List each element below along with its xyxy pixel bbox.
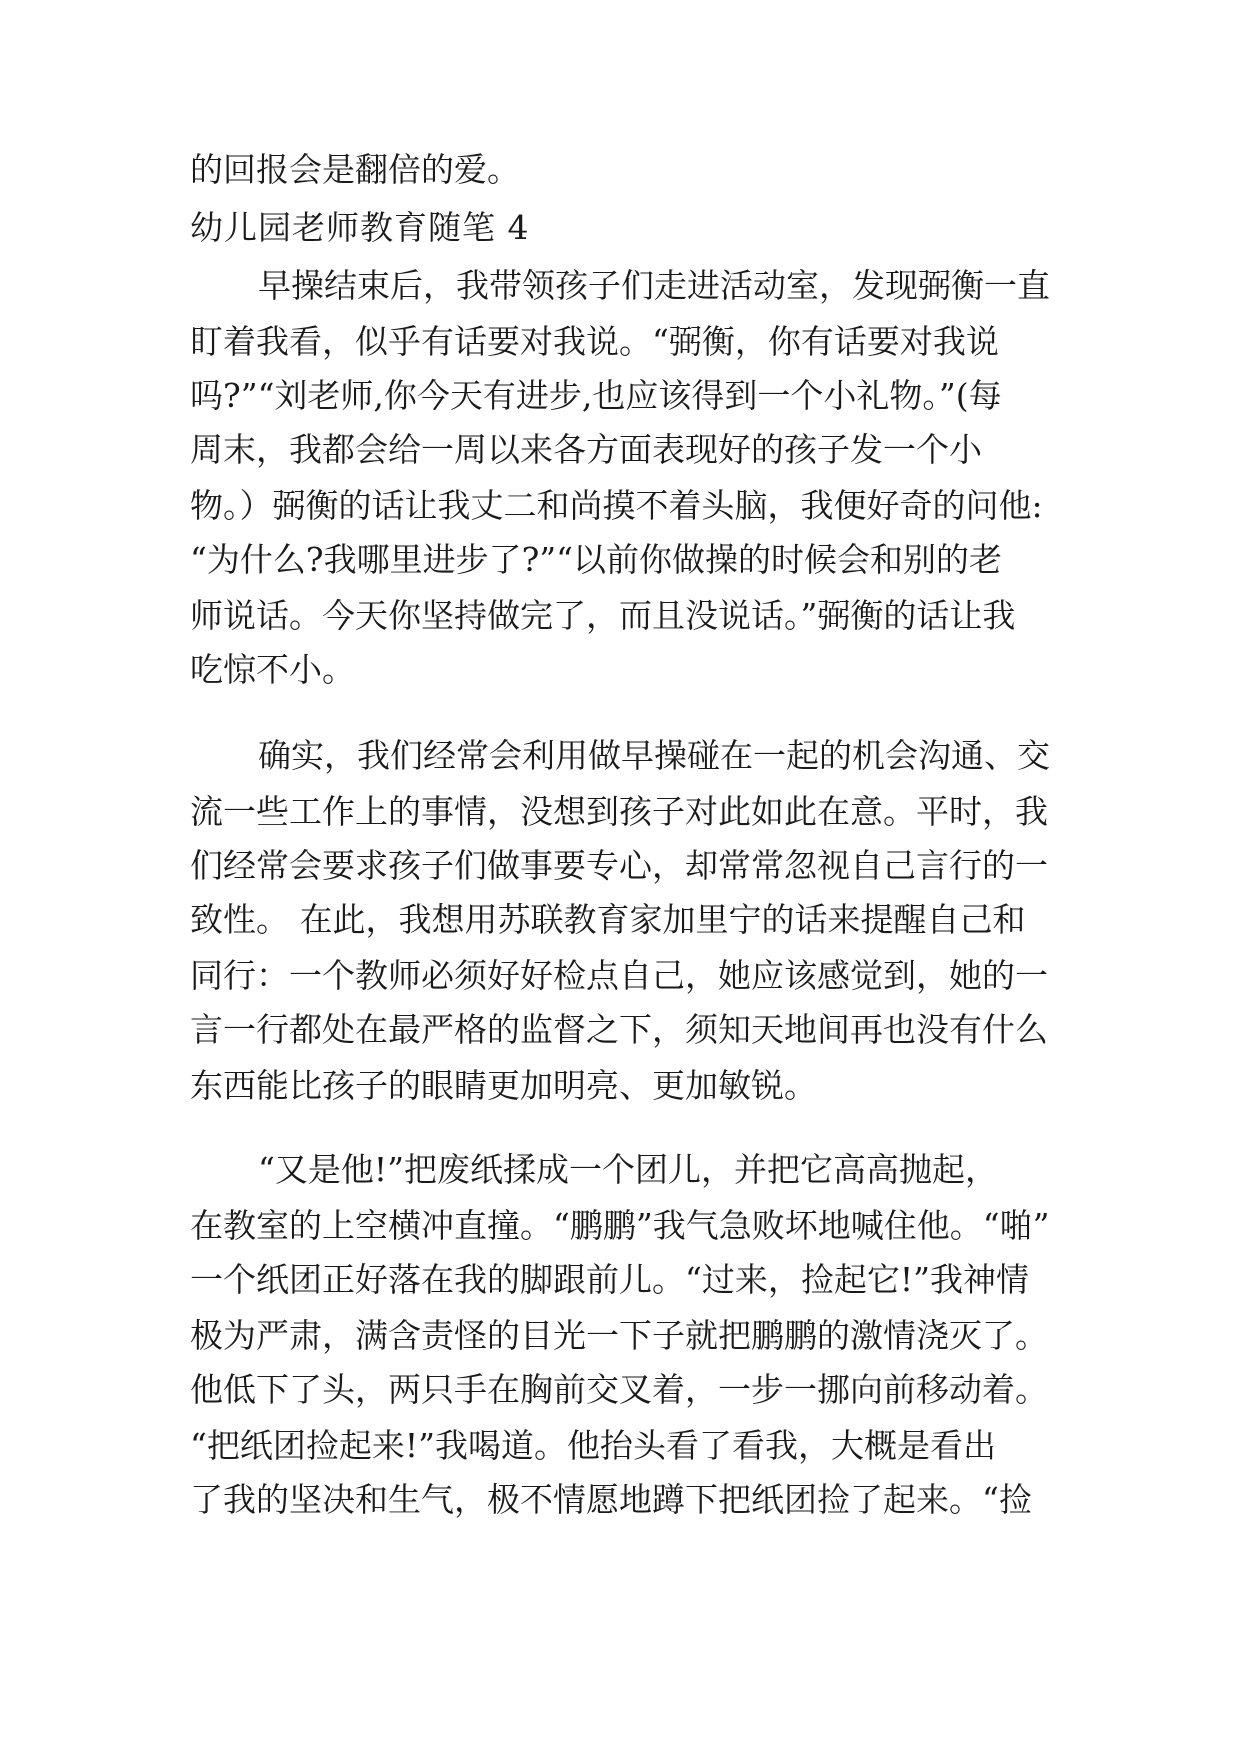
paragraph-line: 了我的坚决和生气，极不情愿地蹲下把纸团捡了起来。“捡 [190,1480,1032,1519]
paragraph-line: 他低下了头，两只手在胸前交叉着，一步一挪向前移动着。 [190,1370,1048,1409]
paragraph-line: 早操结束后，我带领孩子们走进活动室，发现弼衡一直 [258,266,1050,305]
paragraph-line: 盯着我看，似乎有话要对我说。“弼衡，你有话要对我说 [190,322,999,361]
paragraph-line: 们经常会要求孩子们做事要专心，却常常忽视自己言行的一 [190,846,1048,885]
paragraph-line: 同行：一个教师必须好好检点自己，她应该感觉到，她的一 [190,956,1048,995]
paragraph-line: 言一行都处在最严格的监督之下，须知天地间再也没有什么 [190,1010,1048,1049]
paragraph-line: 周末，我都会给一周以来各方面表现好的孩子发一个小 [190,430,982,469]
paragraph-line: 流一些工作上的事情，没想到孩子对此如此在意。平时，我 [190,792,1048,831]
paragraph-line: 极为严肃，满含责怪的目光一下子就把鹏鹏的激情浇灭了。 [190,1316,1048,1355]
paragraph-line: 致性。 在此，我想用苏联教育家加里宁的话来提醒自己和 [190,900,1026,939]
paragraph-line: 师说话。今天你坚持做完了，而且没说话。”弼衡的话让我 [190,596,1016,635]
paragraph-line: 东西能比孩子的眼睛更加明亮、更加敏锐。 [190,1066,817,1105]
paragraph-line: 一个纸团正好落在我的脚跟前儿。“过来，捡起它!”我神情 [190,1260,1030,1299]
paragraph-line: “又是他!”把废纸揉成一个团儿，并把它高高抛起， [258,1150,999,1189]
paragraph-line: 在教室的上空横冲直撞。“鹏鹏”我气急败坏地喊住他。“啪” [190,1206,1050,1245]
paragraph-line: “把纸团捡起来!”我喝道。他抬头看了看我，大概是看出 [190,1426,997,1465]
continuation-line: 的回报会是翻倍的爱。 [190,150,520,189]
paragraph-line: 吃惊不小。 [190,650,355,689]
paragraph-line: “为什么?我哪里进步了?”“以前你做操的时候会和别的老 [190,540,1002,579]
paragraph-line: 物。）弼衡的话让我丈二和尚摸不着头脑，我便好奇的问他: [190,486,1043,525]
paragraph-line: 确实，我们经常会利用做早操碰在一起的机会沟通、交 [258,736,1050,775]
paragraph-line: 吗?”“刘老师,你今天有进步,也应该得到一个小礼物。”(每 [190,376,1002,415]
section-heading: 幼儿园老师教育随笔 4 [190,208,530,247]
